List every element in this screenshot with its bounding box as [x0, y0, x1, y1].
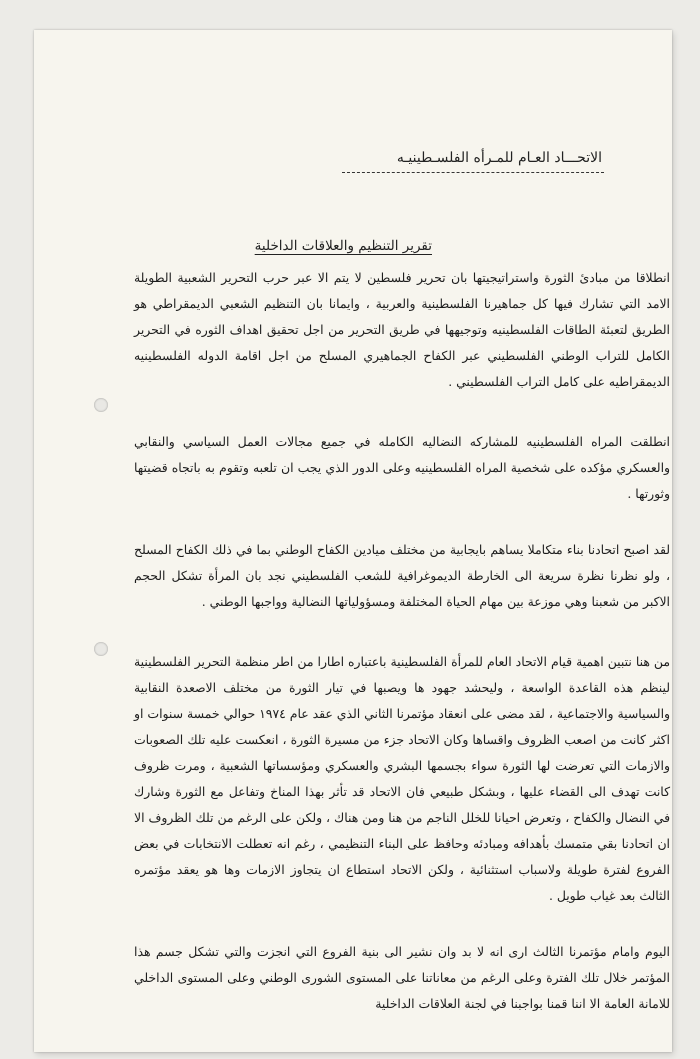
document-page: [34, 30, 672, 1052]
document-title: تقرير التنظيم والعلاقات الداخلية: [254, 238, 432, 254]
punch-hole: [94, 642, 108, 656]
paragraph-women-participation: انطلقت المراه الفلسطينيه للمشاركه النضاليه الكامله في جميع مجالات العمل السياسي والنقابي والعسكري مؤكده على شخصية المراه الفلسطينيه وعلى الدور الذي يجب ان تلعبه وتقوم به باتجاه قضيتها وثورتها .: [134, 434, 670, 501]
letterhead-rule: [342, 172, 604, 173]
paragraph-union-structure: لقد اصبح اتحادنا بناء متكاملا يساهم بايجابية من مختلف ميادين الكفاح الوطني بما في ذلك الكفاح المسلح ، ولو نظرنا نظرة سريعة الى الخارطة الديموغرافية للشعب الفلسطيني نجد بان المرأة تشكل الحجم الاكبر من شعبنا وهي موزعة بين مهام الحياة المختلفة ومسؤولياتها النضالية وواجبها الوطني .: [134, 542, 670, 609]
punch-hole: [94, 398, 108, 412]
letterhead: الاتحـــاد العـام للمـرأه الفلسـطينيـه: [396, 150, 602, 166]
paragraph-union-importance: من هنا نتبين اهمية قيام الاتحاد العام للمرأة الفلسطينية باعتباره اطارا من اطر منظمة التحرير الفلسطينية لينظم هذه القاعدة الواسعة ، وليحشد جهود ها ويصبها في تيار الثورة من مختلف الاصعدة النقابية والسياسية والاجتماعية ، لقد مضى على انعقاد مؤتمرنا الثاني الذي عقد عام ١٩٧٤ حوالي خمسة سنوات او اكثر كانت من اصعب الظروف واقساها وكان الاتحاد جزء من مسيرة الثورة ، انعكست عليه تلك الصعوبات والازمات التي تعرضت لها الثورة سواء بجسمها البشري والعسكري ومؤسساتها الشعبية ، ومرت ظروف كانت تهدف الى القضاء عليها ، وبشكل طبيعي فان الاتحاد قد تأثر بهذا المناخ وتفاعل مع الثورة وشارك في النضال والكفاح ، وتعرض احيانا للخلل الناجم من هنا ومن هناك ، ولكن على الرغم من تلك الظروف الا ان اتحادنا بقي متمسك بأهدافه ومبادئه وحافظ على البناء التنظيمي ، رغم انه تعطلت الانتخابات في بعض الفروع لفترة طويلة ولاسباب استثنائية ، ولكن الاتحاد استطاع ان يتجاوز الازمات وها هو يعقد مؤتمره الثالث بعد غياب طويل .: [134, 654, 670, 903]
document-body: [134, 265, 670, 1051]
paragraph-third-conference: اليوم وامام مؤتمرنا الثالث ارى انه لا بد وان نشير الى بنية الفروع التي انجزت والتي تشكل جسم هذا المؤتمر خلال تلك الفترة وعلى الرغم من معاناتنا على المستوى الشورى الوطني وعلى المستوى الداخلي للامانة العامة الا اننا قمنا بواجبنا في لجنة العلاقات الداخلية: [134, 944, 670, 1011]
paragraph-intro: انطلاقا من مبادئ الثورة واستراتيجيتها بان تحرير فلسطين لا يتم الا عبر حرب التحرير الشعبية الطويلة الامد التي تشارك فيها كل جماهيرنا الفلسطينية والعربية ، وايمانا بان التنظيم الشعبي الديمقراطي هو الطريق لتعبئة الطاقات الفلسطينيه وتوجيهها في طريق التحرير من اجل تحقيق اهداف الثوره في التحرير الكامل للتراب الوطني الفلسطيني عبر الكفاح الجماهيري المسلح من اجل اقامة الدوله الفلسطينيه الديمقراطيه على كامل التراب الفلسطيني .: [134, 270, 670, 389]
